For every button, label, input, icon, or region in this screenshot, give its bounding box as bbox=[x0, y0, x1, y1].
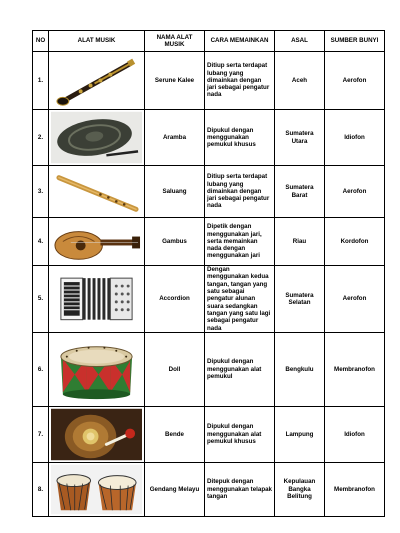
instrument-image-cell bbox=[49, 266, 145, 333]
row-number: 2. bbox=[33, 110, 49, 166]
header-cara-memainkan: CARA MEMAINKAN bbox=[205, 31, 275, 52]
origin: Kepulauan Bangka Belitung bbox=[275, 462, 325, 516]
bende-gong-icon bbox=[51, 407, 142, 462]
origin: Bengkulu bbox=[275, 332, 325, 406]
table-row bbox=[33, 462, 385, 516]
header-no: NO bbox=[33, 31, 49, 52]
table-row bbox=[33, 266, 385, 333]
sound-source: Aerofon bbox=[325, 266, 385, 333]
accordion-icon bbox=[51, 266, 142, 332]
sound-source: Aerofon bbox=[325, 166, 385, 218]
lute-icon bbox=[51, 218, 142, 265]
instrument-image-cell bbox=[49, 332, 145, 406]
play-method: Dipukul dengan menggunakan alat pemukul khusus bbox=[205, 406, 275, 462]
gendang-drum-icon bbox=[51, 463, 142, 516]
instrument-name: Saluang bbox=[145, 166, 205, 218]
play-method: Dipetik dengan menggunakan jari, serta memainkan nada dengan menggunakan jari bbox=[205, 218, 275, 266]
row-number: 1. bbox=[33, 52, 49, 110]
instrument-image-cell bbox=[49, 406, 145, 462]
instrument-image-cell bbox=[49, 166, 145, 218]
origin: Aceh bbox=[275, 52, 325, 110]
table-header-row bbox=[33, 31, 385, 52]
gong-icon bbox=[51, 110, 142, 165]
instrument-image-cell bbox=[49, 462, 145, 516]
sound-source: Kordofon bbox=[325, 218, 385, 266]
origin: Sumatera Barat bbox=[275, 166, 325, 218]
table-row bbox=[33, 166, 385, 218]
sound-source: Idiofon bbox=[325, 110, 385, 166]
sound-source: Membranofon bbox=[325, 332, 385, 406]
table-row bbox=[33, 332, 385, 406]
play-method: Ditiup serta terdapat lubang yang dimainkan dengan jari sebagai pengatur nada bbox=[205, 52, 275, 110]
bamboo-flute-icon bbox=[51, 166, 142, 217]
header-asal: ASAL bbox=[275, 31, 325, 52]
play-method: Dipukul dengan menggunakan pemukul khusus bbox=[205, 110, 275, 166]
header-alat-musik: ALAT MUSIK bbox=[49, 31, 145, 52]
play-method: Ditepuk dengan menggunakan telapak tangan bbox=[205, 462, 275, 516]
row-number: 5. bbox=[33, 266, 49, 333]
table-row bbox=[33, 406, 385, 462]
sound-source: Idiofon bbox=[325, 406, 385, 462]
instrument-image-cell bbox=[49, 218, 145, 266]
play-method: Ditiup serta terdapat lubang yang dimainkan dengan jari sebagai pengatur nada bbox=[205, 166, 275, 218]
header-nama-alat-musik: NAMA ALAT MUSIK bbox=[145, 31, 205, 52]
sound-source: Aerofon bbox=[325, 52, 385, 110]
play-method: Dengan menggunakan kedua tangan, tangan yang satu sebagai pengatur alunan suara sedangkan tangan yang satu lagi sebagai pengatur nada bbox=[205, 266, 275, 333]
instrument-table bbox=[32, 30, 385, 517]
origin: Lampung bbox=[275, 406, 325, 462]
sound-source: Membranofon bbox=[325, 462, 385, 516]
instrument-name: Accordion bbox=[145, 266, 205, 333]
instrument-image-cell bbox=[49, 110, 145, 166]
instrument-name: Doll bbox=[145, 332, 205, 406]
table-row bbox=[33, 110, 385, 166]
serune-kalee-icon bbox=[51, 52, 142, 109]
row-number: 8. bbox=[33, 462, 49, 516]
row-number: 4. bbox=[33, 218, 49, 266]
row-number: 6. bbox=[33, 332, 49, 406]
instrument-image-cell bbox=[49, 52, 145, 110]
instrument-name: Bende bbox=[145, 406, 205, 462]
origin: Sumatera Selatan bbox=[275, 266, 325, 333]
instrument-name: Aramba bbox=[145, 110, 205, 166]
origin: Sumatera Utara bbox=[275, 110, 325, 166]
instrument-name: Gambus bbox=[145, 218, 205, 266]
row-number: 3. bbox=[33, 166, 49, 218]
header-sumber-bunyi: SUMBER BUNYI bbox=[325, 31, 385, 52]
play-method: Dipukul dengan menggunakan alat pemukul bbox=[205, 332, 275, 406]
origin: Riau bbox=[275, 218, 325, 266]
table-row bbox=[33, 218, 385, 266]
instrument-name: Serune Kalee bbox=[145, 52, 205, 110]
doll-drum-icon bbox=[51, 333, 142, 406]
instrument-name: Gendang Melayu bbox=[145, 462, 205, 516]
row-number: 7. bbox=[33, 406, 49, 462]
table-row bbox=[33, 52, 385, 110]
